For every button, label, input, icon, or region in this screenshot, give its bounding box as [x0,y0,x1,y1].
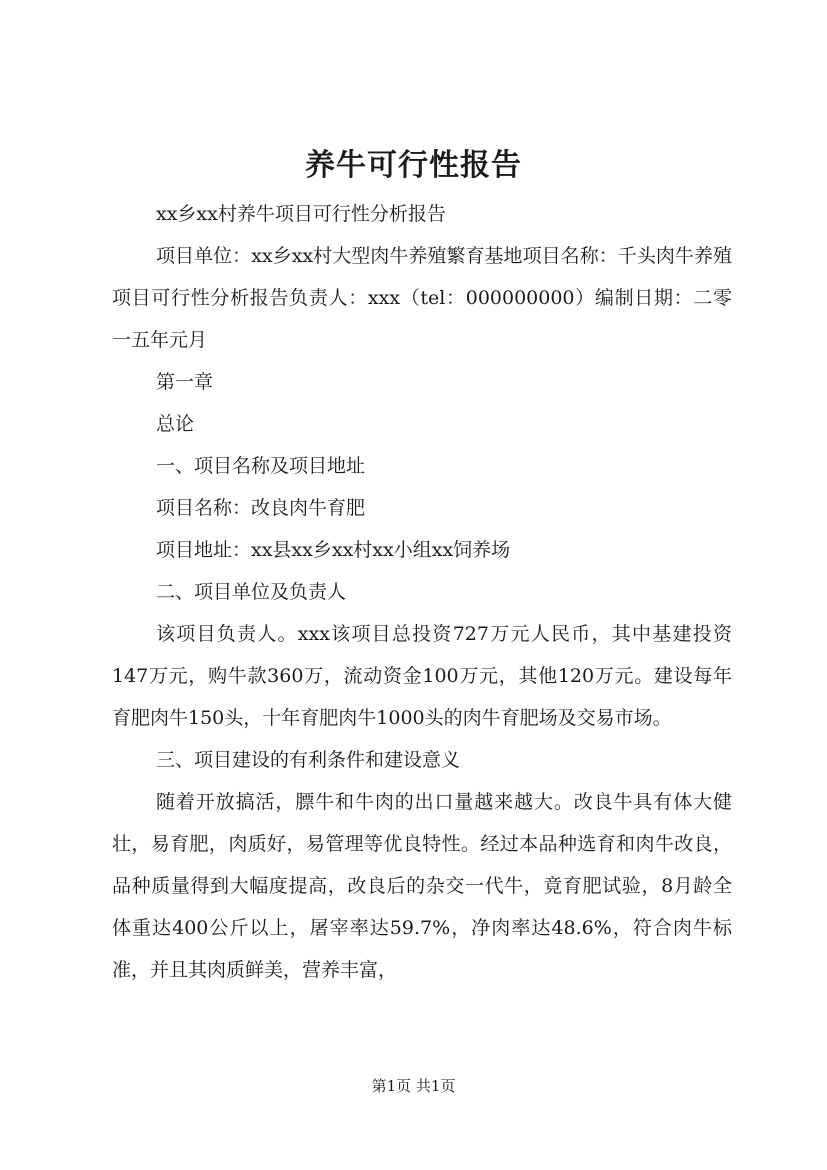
section-heading: 二、项目单位及负责人 [156,581,347,603]
paragraph: 该项目负责人。xxx该项目总投资727万元人民币，其中基建投资147万元，购牛款360万，流动资金100万元，其他120万元。建设每年育肥肉牛150头，十年育肥肉牛1000头的肉牛育肥场及交易市场。 [112,623,732,729]
page-footer: 第1页 共1页 [371,1077,456,1095]
document-body [112,193,732,991]
document-title: 养牛可行性报告 [305,148,522,183]
paragraph: 第一章 [156,371,214,393]
paragraph: 总论 [156,413,195,435]
paragraph: xx乡xx村养牛项目可行性分析报告 [156,203,446,225]
section-heading: 三、项目建设的有利条件和建设意义 [156,749,461,771]
section-heading: 一、项目名称及项目地址 [156,455,366,477]
paragraph: 项目名称：改良肉牛育肥 [156,497,366,519]
paragraph: 项目地址：xx县xx乡xx村xx小组xx饲养场 [156,539,511,561]
paragraph: 随着开放搞活，膘牛和牛肉的出口量越来越大。改良牛具有体大健壮，易育肥，肉质好，易管理等优良特性。经过本品种选育和肉牛改良，品种质量得到大幅度提高，改良后的杂交一代牛，竟育肥试验，8月龄全体重达400公斤以上，屠宰率达59.7%，净肉率达48.6%，符合肉牛标准，并且其肉质鲜美，营养丰富， [112,791,732,981]
paragraph: 项目单位：xx乡xx村大型肉牛养殖繁育基地项目名称：千头肉牛养殖项目可行性分析报告负责人：xxx（tel：000000000）编制日期：二零一五年元月 [112,245,732,351]
